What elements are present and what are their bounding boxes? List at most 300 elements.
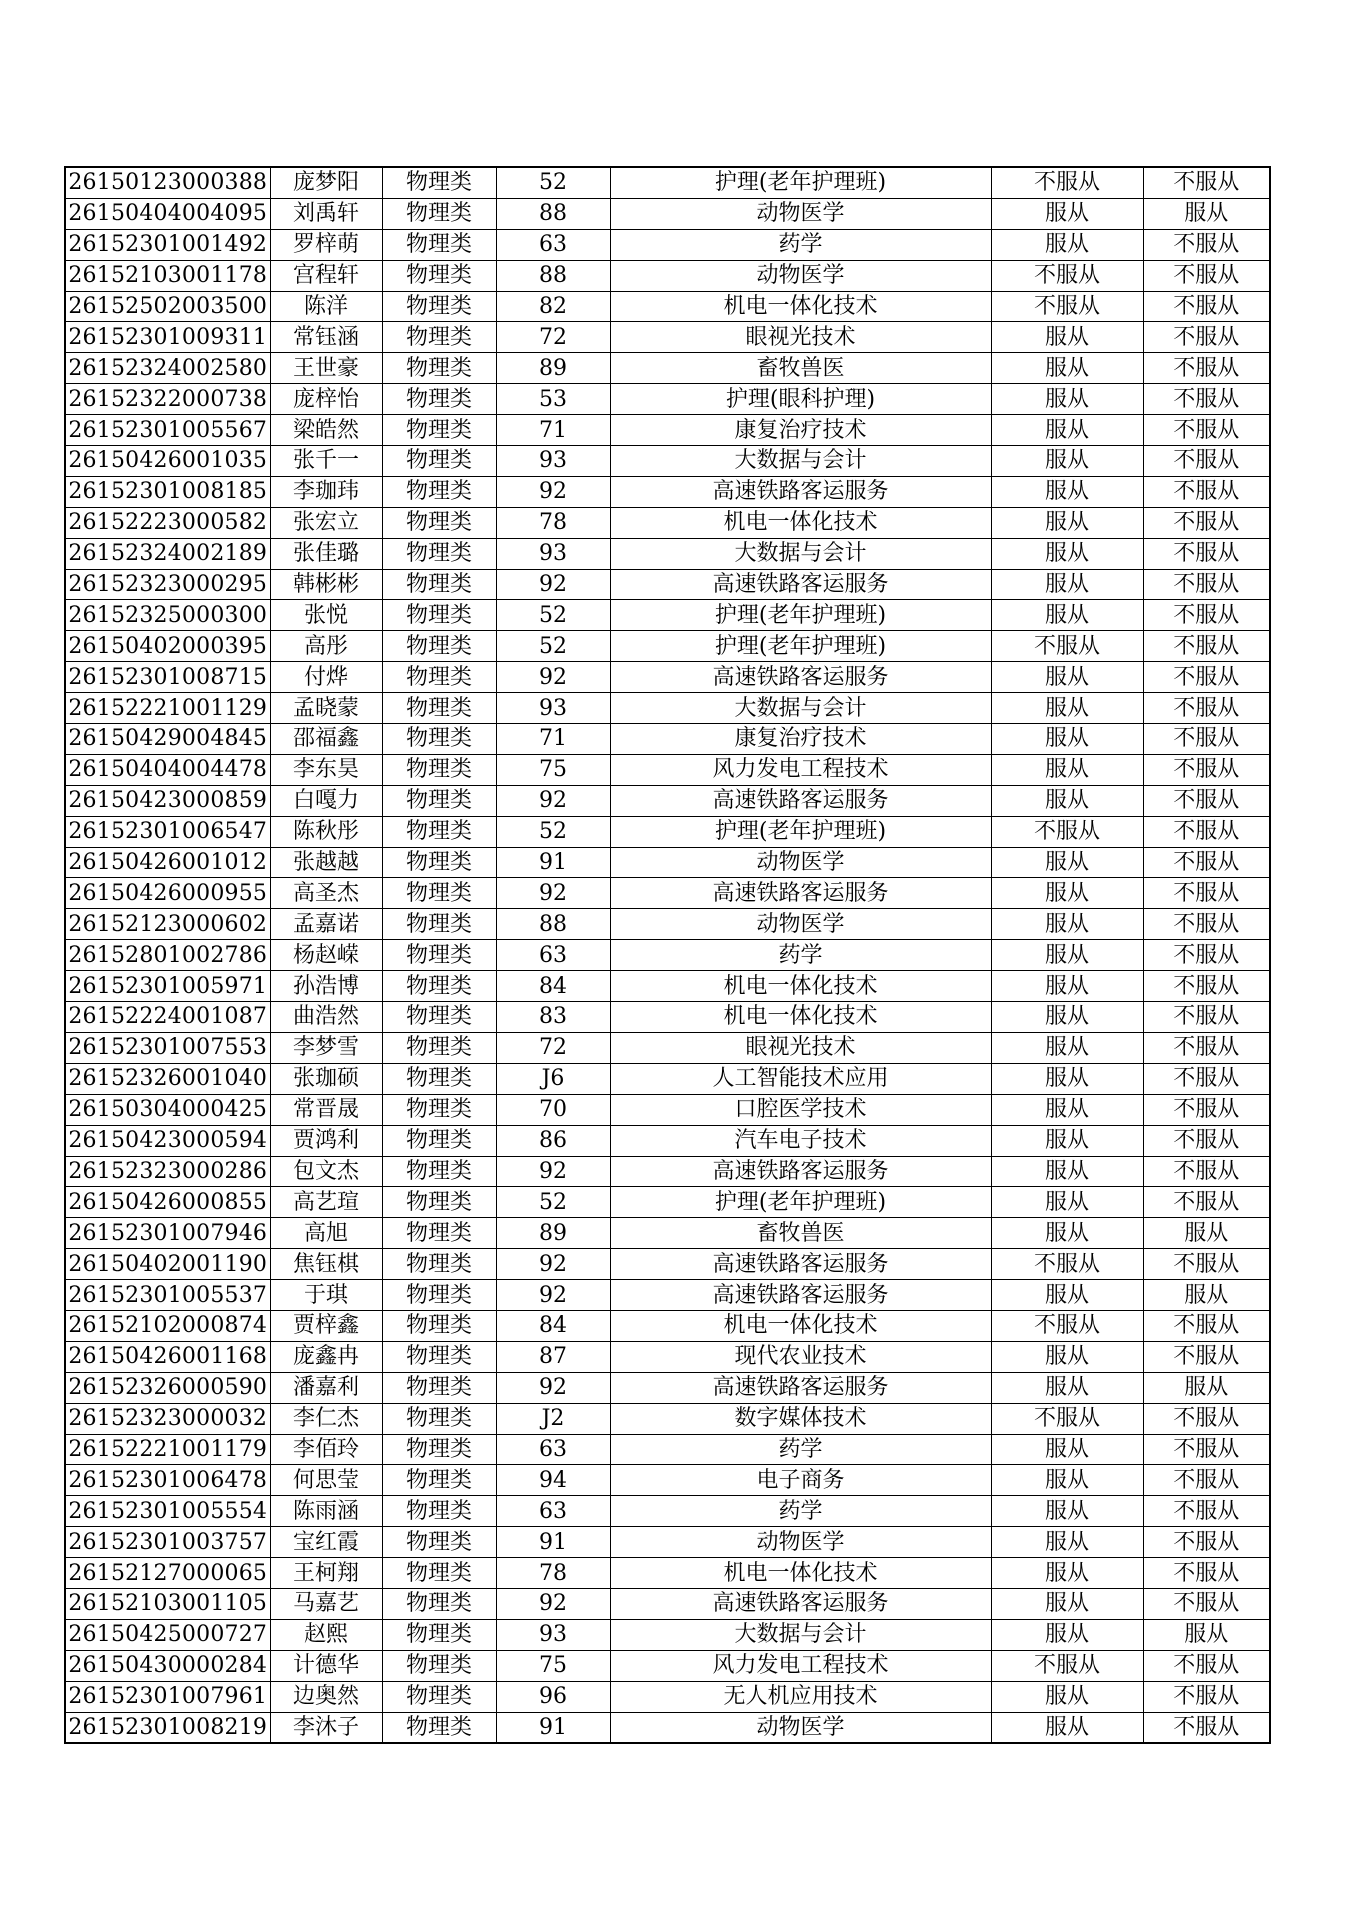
- table-row: [65, 322, 1270, 353]
- subject-category-cell: 物理类: [382, 569, 496, 600]
- student-name-cell: 高艺瑄: [270, 1187, 382, 1218]
- adjustment-cell-1: 服从: [991, 1712, 1143, 1743]
- major-code-cell: 89: [496, 1218, 610, 1249]
- adjustment-cell-1: 服从: [991, 1527, 1143, 1558]
- major-code-cell: 84: [496, 971, 610, 1002]
- student-name-cell: 李仁杰: [270, 1403, 382, 1434]
- major-name-cell: 护理(老年护理班): [610, 816, 991, 847]
- subject-category-cell: 物理类: [382, 291, 496, 322]
- adjustment-cell-1: 不服从: [991, 167, 1143, 198]
- adjustment-cell-2: 不服从: [1143, 229, 1270, 260]
- adjustment-cell-1: 服从: [991, 1280, 1143, 1311]
- adjustment-cell-1: 服从: [991, 785, 1143, 816]
- major-name-cell: 眼视光技术: [610, 1032, 991, 1063]
- student-name-cell: 宫程轩: [270, 260, 382, 291]
- major-code-cell: 91: [496, 847, 610, 878]
- subject-category-cell: 物理类: [382, 538, 496, 569]
- major-name-cell: 护理(老年护理班): [610, 631, 991, 662]
- major-code-cell: J2: [496, 1403, 610, 1434]
- table-row: [65, 1094, 1270, 1125]
- table-row: [65, 1403, 1270, 1434]
- major-code-cell: 92: [496, 476, 610, 507]
- subject-category-cell: 物理类: [382, 229, 496, 260]
- adjustment-cell-1: 服从: [991, 940, 1143, 971]
- exam-number-cell: 26150123000388: [65, 167, 270, 198]
- major-name-cell: 高速铁路客运服务: [610, 476, 991, 507]
- table-row: [65, 384, 1270, 415]
- adjustment-cell-2: 不服从: [1143, 1496, 1270, 1527]
- student-name-cell: 马嘉艺: [270, 1588, 382, 1619]
- major-code-cell: 70: [496, 1094, 610, 1125]
- major-code-cell: 82: [496, 291, 610, 322]
- adjustment-cell-1: 服从: [991, 724, 1143, 755]
- adjustment-cell-1: 服从: [991, 878, 1143, 909]
- table-row: [65, 1249, 1270, 1280]
- student-name-cell: 张悦: [270, 600, 382, 631]
- subject-category-cell: 物理类: [382, 1434, 496, 1465]
- subject-category-cell: 物理类: [382, 1681, 496, 1712]
- adjustment-cell-1: 服从: [991, 1434, 1143, 1465]
- adjustment-cell-2: 不服从: [1143, 662, 1270, 693]
- major-code-cell: 78: [496, 1558, 610, 1589]
- student-name-cell: 张宏立: [270, 507, 382, 538]
- major-name-cell: 动物医学: [610, 260, 991, 291]
- adjustment-cell-2: 服从: [1143, 1218, 1270, 1249]
- major-code-cell: 88: [496, 198, 610, 229]
- subject-category-cell: 物理类: [382, 260, 496, 291]
- subject-category-cell: 物理类: [382, 1063, 496, 1094]
- table-row: [65, 476, 1270, 507]
- admission-table: [64, 166, 1271, 1744]
- exam-number-cell: 26152123000602: [65, 909, 270, 940]
- exam-number-cell: 26150404004478: [65, 754, 270, 785]
- student-name-cell: 陈洋: [270, 291, 382, 322]
- adjustment-cell-1: 服从: [991, 1063, 1143, 1094]
- major-code-cell: 96: [496, 1681, 610, 1712]
- major-code-cell: 63: [496, 1434, 610, 1465]
- subject-category-cell: 物理类: [382, 909, 496, 940]
- major-name-cell: 康复治疗技术: [610, 724, 991, 755]
- table-row: [65, 569, 1270, 600]
- table-row: [65, 1002, 1270, 1033]
- major-name-cell: 高速铁路客运服务: [610, 1280, 991, 1311]
- adjustment-cell-2: 不服从: [1143, 1712, 1270, 1743]
- major-name-cell: 数字媒体技术: [610, 1403, 991, 1434]
- adjustment-cell-1: 不服从: [991, 260, 1143, 291]
- subject-category-cell: 物理类: [382, 847, 496, 878]
- exam-number-cell: 26152326000590: [65, 1372, 270, 1403]
- major-name-cell: 高速铁路客运服务: [610, 878, 991, 909]
- subject-category-cell: 物理类: [382, 1032, 496, 1063]
- adjustment-cell-2: 不服从: [1143, 878, 1270, 909]
- major-code-cell: 88: [496, 909, 610, 940]
- subject-category-cell: 物理类: [382, 1280, 496, 1311]
- major-name-cell: 口腔医学技术: [610, 1094, 991, 1125]
- subject-category-cell: 物理类: [382, 1249, 496, 1280]
- student-name-cell: 常钰涵: [270, 322, 382, 353]
- major-code-cell: 93: [496, 538, 610, 569]
- major-code-cell: 91: [496, 1527, 610, 1558]
- adjustment-cell-2: 不服从: [1143, 724, 1270, 755]
- major-name-cell: 机电一体化技术: [610, 971, 991, 1002]
- major-code-cell: 93: [496, 1619, 610, 1650]
- table-row: [65, 1310, 1270, 1341]
- student-name-cell: 韩彬彬: [270, 569, 382, 600]
- exam-number-cell: 26152221001179: [65, 1434, 270, 1465]
- major-name-cell: 现代农业技术: [610, 1341, 991, 1372]
- major-name-cell: 大数据与会计: [610, 1619, 991, 1650]
- major-name-cell: 药学: [610, 1434, 991, 1465]
- adjustment-cell-1: 服从: [991, 662, 1143, 693]
- major-code-cell: 93: [496, 693, 610, 724]
- table-row: [65, 415, 1270, 446]
- adjustment-cell-1: 不服从: [991, 1650, 1143, 1681]
- table-row: [65, 229, 1270, 260]
- major-name-cell: 人工智能技术应用: [610, 1063, 991, 1094]
- subject-category-cell: 物理类: [382, 785, 496, 816]
- exam-number-cell: 26152301008715: [65, 662, 270, 693]
- adjustment-cell-2: 不服从: [1143, 1527, 1270, 1558]
- major-name-cell: 高速铁路客运服务: [610, 785, 991, 816]
- exam-number-cell: 26152103001105: [65, 1588, 270, 1619]
- subject-category-cell: 物理类: [382, 1619, 496, 1650]
- exam-number-cell: 26152223000582: [65, 507, 270, 538]
- table-row: [65, 1712, 1270, 1743]
- adjustment-cell-2: 服从: [1143, 198, 1270, 229]
- major-code-cell: 91: [496, 1712, 610, 1743]
- exam-number-cell: 26152127000065: [65, 1558, 270, 1589]
- major-code-cell: 92: [496, 878, 610, 909]
- adjustment-cell-1: 服从: [991, 446, 1143, 477]
- adjustment-cell-1: 不服从: [991, 291, 1143, 322]
- exam-number-cell: 26150423000594: [65, 1125, 270, 1156]
- adjustment-cell-1: 不服从: [991, 1249, 1143, 1280]
- major-code-cell: 83: [496, 1002, 610, 1033]
- adjustment-cell-1: 服从: [991, 415, 1143, 446]
- major-name-cell: 高速铁路客运服务: [610, 1156, 991, 1187]
- exam-number-cell: 26150304000425: [65, 1094, 270, 1125]
- table-row: [65, 878, 1270, 909]
- subject-category-cell: 物理类: [382, 322, 496, 353]
- subject-category-cell: 物理类: [382, 1125, 496, 1156]
- table-row: [65, 1280, 1270, 1311]
- adjustment-cell-2: 不服从: [1143, 600, 1270, 631]
- adjustment-cell-2: 不服从: [1143, 971, 1270, 1002]
- major-name-cell: 护理(眼科护理): [610, 384, 991, 415]
- major-name-cell: 高速铁路客运服务: [610, 569, 991, 600]
- adjustment-cell-2: 不服从: [1143, 507, 1270, 538]
- adjustment-cell-2: 不服从: [1143, 446, 1270, 477]
- student-name-cell: 庞梦阳: [270, 167, 382, 198]
- adjustment-cell-1: 服从: [991, 1465, 1143, 1496]
- student-name-cell: 高彤: [270, 631, 382, 662]
- table-row: [65, 1032, 1270, 1063]
- major-code-cell: 71: [496, 724, 610, 755]
- exam-number-cell: 26152301008185: [65, 476, 270, 507]
- subject-category-cell: 物理类: [382, 1650, 496, 1681]
- subject-category-cell: 物理类: [382, 1094, 496, 1125]
- student-name-cell: 孟晓蒙: [270, 693, 382, 724]
- exam-number-cell: 26152301007946: [65, 1218, 270, 1249]
- exam-number-cell: 26150426000855: [65, 1187, 270, 1218]
- adjustment-cell-1: 服从: [991, 1125, 1143, 1156]
- student-name-cell: 包文杰: [270, 1156, 382, 1187]
- subject-category-cell: 物理类: [382, 167, 496, 198]
- table-row: [65, 1125, 1270, 1156]
- adjustment-cell-2: 不服从: [1143, 1650, 1270, 1681]
- exam-number-cell: 26150425000727: [65, 1619, 270, 1650]
- adjustment-cell-1: 服从: [991, 1187, 1143, 1218]
- table-body: [65, 167, 1270, 1743]
- adjustment-cell-1: 不服从: [991, 1403, 1143, 1434]
- adjustment-cell-1: 服从: [991, 693, 1143, 724]
- adjustment-cell-2: 不服从: [1143, 754, 1270, 785]
- major-name-cell: 大数据与会计: [610, 538, 991, 569]
- student-name-cell: 于琪: [270, 1280, 382, 1311]
- student-name-cell: 陈秋彤: [270, 816, 382, 847]
- student-name-cell: 陈雨涵: [270, 1496, 382, 1527]
- adjustment-cell-2: 不服从: [1143, 1187, 1270, 1218]
- subject-category-cell: 物理类: [382, 1465, 496, 1496]
- major-code-cell: 75: [496, 754, 610, 785]
- major-code-cell: 78: [496, 507, 610, 538]
- subject-category-cell: 物理类: [382, 198, 496, 229]
- exam-number-cell: 26152301005971: [65, 971, 270, 1002]
- exam-number-cell: 26152325000300: [65, 600, 270, 631]
- major-name-cell: 机电一体化技术: [610, 507, 991, 538]
- subject-category-cell: 物理类: [382, 1156, 496, 1187]
- major-name-cell: 大数据与会计: [610, 446, 991, 477]
- major-name-cell: 机电一体化技术: [610, 1558, 991, 1589]
- student-name-cell: 张千一: [270, 446, 382, 477]
- subject-category-cell: 物理类: [382, 415, 496, 446]
- adjustment-cell-1: 服从: [991, 1094, 1143, 1125]
- table-row: [65, 1496, 1270, 1527]
- major-name-cell: 护理(老年护理班): [610, 167, 991, 198]
- exam-number-cell: 26152502003500: [65, 291, 270, 322]
- student-name-cell: 梁皓然: [270, 415, 382, 446]
- exam-number-cell: 26152221001129: [65, 693, 270, 724]
- major-name-cell: 风力发电工程技术: [610, 1650, 991, 1681]
- table-row: [65, 1465, 1270, 1496]
- subject-category-cell: 物理类: [382, 940, 496, 971]
- table-row: [65, 693, 1270, 724]
- student-name-cell: 张越越: [270, 847, 382, 878]
- student-name-cell: 计德华: [270, 1650, 382, 1681]
- exam-number-cell: 26152326001040: [65, 1063, 270, 1094]
- major-name-cell: 高速铁路客运服务: [610, 1372, 991, 1403]
- subject-category-cell: 物理类: [382, 1187, 496, 1218]
- exam-number-cell: 26152301005537: [65, 1280, 270, 1311]
- major-name-cell: 高速铁路客运服务: [610, 1588, 991, 1619]
- student-name-cell: 李佰玲: [270, 1434, 382, 1465]
- table-row: [65, 1619, 1270, 1650]
- student-name-cell: 王世豪: [270, 353, 382, 384]
- adjustment-cell-1: 服从: [991, 1619, 1143, 1650]
- table-row: [65, 1527, 1270, 1558]
- adjustment-cell-1: 服从: [991, 198, 1143, 229]
- adjustment-cell-2: 不服从: [1143, 1434, 1270, 1465]
- subject-category-cell: 物理类: [382, 1558, 496, 1589]
- student-name-cell: 赵熙: [270, 1619, 382, 1650]
- adjustment-cell-1: 不服从: [991, 631, 1143, 662]
- adjustment-cell-1: 服从: [991, 1156, 1143, 1187]
- adjustment-cell-2: 不服从: [1143, 1249, 1270, 1280]
- student-name-cell: 刘禹轩: [270, 198, 382, 229]
- exam-number-cell: 26152301008219: [65, 1712, 270, 1743]
- table-row: [65, 1650, 1270, 1681]
- adjustment-cell-1: 服从: [991, 538, 1143, 569]
- student-name-cell: 白嘎力: [270, 785, 382, 816]
- exam-number-cell: 26152322000738: [65, 384, 270, 415]
- adjustment-cell-2: 服从: [1143, 1619, 1270, 1650]
- major-code-cell: 52: [496, 167, 610, 198]
- subject-category-cell: 物理类: [382, 353, 496, 384]
- exam-number-cell: 26150426001168: [65, 1341, 270, 1372]
- student-name-cell: 贾梓鑫: [270, 1310, 382, 1341]
- adjustment-cell-2: 服从: [1143, 1372, 1270, 1403]
- adjustment-cell-1: 服从: [991, 1372, 1143, 1403]
- subject-category-cell: 物理类: [382, 816, 496, 847]
- major-name-cell: 机电一体化技术: [610, 1310, 991, 1341]
- adjustment-cell-2: 不服从: [1143, 1125, 1270, 1156]
- adjustment-cell-2: 不服从: [1143, 1403, 1270, 1434]
- exam-number-cell: 26150426001012: [65, 847, 270, 878]
- table-row: [65, 1558, 1270, 1589]
- adjustment-cell-2: 不服从: [1143, 384, 1270, 415]
- adjustment-cell-2: 不服从: [1143, 322, 1270, 353]
- adjustment-cell-1: 服从: [991, 754, 1143, 785]
- major-name-cell: 风力发电工程技术: [610, 754, 991, 785]
- adjustment-cell-2: 不服从: [1143, 260, 1270, 291]
- table-row: [65, 724, 1270, 755]
- exam-number-cell: 26152301006547: [65, 816, 270, 847]
- major-name-cell: 动物医学: [610, 847, 991, 878]
- table-row: [65, 1434, 1270, 1465]
- major-code-cell: 92: [496, 1249, 610, 1280]
- student-name-cell: 潘嘉利: [270, 1372, 382, 1403]
- student-name-cell: 常晋晟: [270, 1094, 382, 1125]
- major-code-cell: 52: [496, 631, 610, 662]
- exam-number-cell: 26152301003757: [65, 1527, 270, 1558]
- major-name-cell: 眼视光技术: [610, 322, 991, 353]
- adjustment-cell-2: 不服从: [1143, 538, 1270, 569]
- adjustment-cell-2: 不服从: [1143, 940, 1270, 971]
- adjustment-cell-2: 不服从: [1143, 1156, 1270, 1187]
- table-row: [65, 785, 1270, 816]
- adjustment-cell-1: 服从: [991, 476, 1143, 507]
- exam-number-cell: 26152324002189: [65, 538, 270, 569]
- adjustment-cell-2: 不服从: [1143, 569, 1270, 600]
- student-name-cell: 边奥然: [270, 1681, 382, 1712]
- major-name-cell: 护理(老年护理班): [610, 600, 991, 631]
- exam-number-cell: 26152301005554: [65, 1496, 270, 1527]
- adjustment-cell-2: 不服从: [1143, 1063, 1270, 1094]
- major-code-cell: 53: [496, 384, 610, 415]
- major-name-cell: 大数据与会计: [610, 693, 991, 724]
- table-row: [65, 754, 1270, 785]
- major-name-cell: 动物医学: [610, 909, 991, 940]
- exam-number-cell: 26150402001190: [65, 1249, 270, 1280]
- major-code-cell: 63: [496, 1496, 610, 1527]
- exam-number-cell: 26150429004845: [65, 724, 270, 755]
- major-name-cell: 无人机应用技术: [610, 1681, 991, 1712]
- table-row: [65, 940, 1270, 971]
- subject-category-cell: 物理类: [382, 600, 496, 631]
- major-code-cell: 72: [496, 322, 610, 353]
- exam-number-cell: 26150430000284: [65, 1650, 270, 1681]
- subject-category-cell: 物理类: [382, 1588, 496, 1619]
- exam-number-cell: 26152301006478: [65, 1465, 270, 1496]
- major-name-cell: 机电一体化技术: [610, 1002, 991, 1033]
- student-name-cell: 曲浩然: [270, 1002, 382, 1033]
- student-name-cell: 高旭: [270, 1218, 382, 1249]
- adjustment-cell-2: 服从: [1143, 1280, 1270, 1311]
- exam-number-cell: 26152224001087: [65, 1002, 270, 1033]
- adjustment-cell-1: 服从: [991, 507, 1143, 538]
- table-row: [65, 353, 1270, 384]
- major-code-cell: 87: [496, 1341, 610, 1372]
- adjustment-cell-1: 服从: [991, 1558, 1143, 1589]
- exam-number-cell: 26152301007553: [65, 1032, 270, 1063]
- table-row: [65, 600, 1270, 631]
- exam-number-cell: 26152323000295: [65, 569, 270, 600]
- table-row: [65, 167, 1270, 198]
- subject-category-cell: 物理类: [382, 631, 496, 662]
- exam-number-cell: 26152102000874: [65, 1310, 270, 1341]
- major-name-cell: 康复治疗技术: [610, 415, 991, 446]
- adjustment-cell-2: 不服从: [1143, 693, 1270, 724]
- major-name-cell: 药学: [610, 229, 991, 260]
- adjustment-cell-1: 服从: [991, 600, 1143, 631]
- subject-category-cell: 物理类: [382, 1002, 496, 1033]
- student-name-cell: 宝红霞: [270, 1527, 382, 1558]
- adjustment-cell-2: 不服从: [1143, 631, 1270, 662]
- major-code-cell: 92: [496, 662, 610, 693]
- major-name-cell: 药学: [610, 940, 991, 971]
- major-name-cell: 动物医学: [610, 198, 991, 229]
- adjustment-cell-1: 服从: [991, 971, 1143, 1002]
- adjustment-cell-1: 服从: [991, 1218, 1143, 1249]
- adjustment-cell-1: 服从: [991, 1341, 1143, 1372]
- major-name-cell: 动物医学: [610, 1527, 991, 1558]
- subject-category-cell: 物理类: [382, 1310, 496, 1341]
- student-name-cell: 邵福鑫: [270, 724, 382, 755]
- exam-number-cell: 26152324002580: [65, 353, 270, 384]
- adjustment-cell-2: 不服从: [1143, 1681, 1270, 1712]
- student-name-cell: 焦钰棋: [270, 1249, 382, 1280]
- major-code-cell: 92: [496, 1156, 610, 1187]
- adjustment-cell-1: 服从: [991, 384, 1143, 415]
- major-name-cell: 电子商务: [610, 1465, 991, 1496]
- exam-number-cell: 26152301009311: [65, 322, 270, 353]
- adjustment-cell-2: 不服从: [1143, 1310, 1270, 1341]
- major-code-cell: 86: [496, 1125, 610, 1156]
- table-row: [65, 1681, 1270, 1712]
- major-name-cell: 畜牧兽医: [610, 353, 991, 384]
- adjustment-cell-1: 服从: [991, 1496, 1143, 1527]
- table-row: [65, 1156, 1270, 1187]
- major-code-cell: 94: [496, 1465, 610, 1496]
- table-row: [65, 1063, 1270, 1094]
- adjustment-cell-1: 服从: [991, 1588, 1143, 1619]
- major-name-cell: 护理(老年护理班): [610, 1187, 991, 1218]
- exam-number-cell: 26152801002786: [65, 940, 270, 971]
- subject-category-cell: 物理类: [382, 693, 496, 724]
- table-row: [65, 909, 1270, 940]
- student-name-cell: 罗梓萌: [270, 229, 382, 260]
- student-name-cell: 李梦雪: [270, 1032, 382, 1063]
